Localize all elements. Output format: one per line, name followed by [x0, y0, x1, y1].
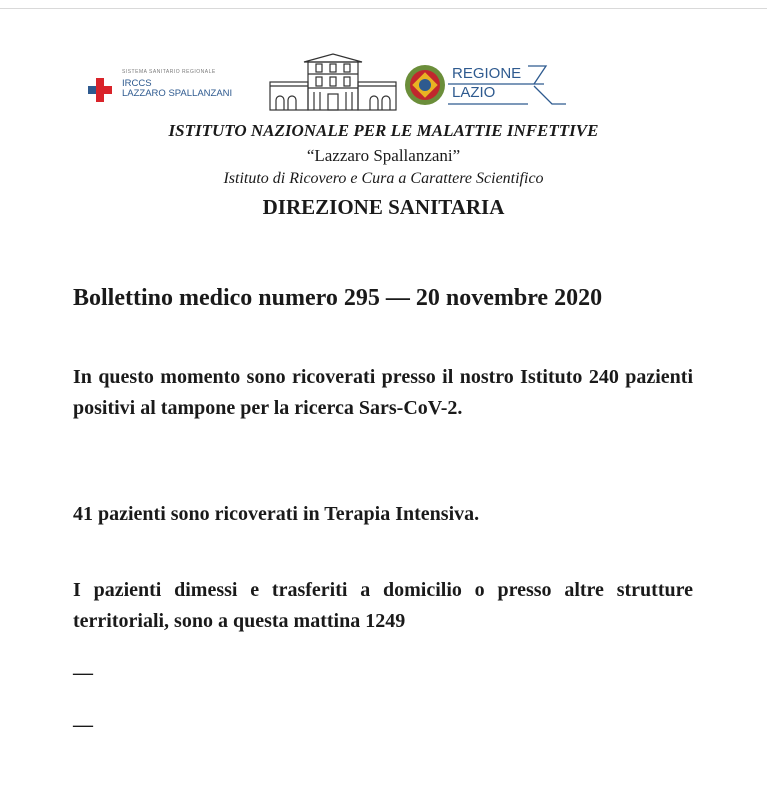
paragraph-intensive-care: 41 pazienti sono ricoverati in Terapia Intensiva. [73, 503, 480, 525]
regione-lazio-text [452, 64, 521, 102]
irccs-system-label: SISTEMA SANITARIO REGIONALE [122, 69, 216, 75]
department-title: DIREZIONE SANITARIA [262, 195, 505, 219]
paragraph-hospitalized: In questo momento sono ricoverati presso il nostro Istituto 240 pazienti positivi al tampone per la ricerca Sars-CoV-2. [73, 366, 693, 419]
institute-subname: “Lazzaro Spallanzani” [306, 146, 461, 165]
irccs-logo [86, 66, 266, 106]
regione-line1: REGIONE [452, 65, 522, 82]
dash-separator: — [73, 662, 93, 684]
irccs-name [122, 79, 232, 99]
irccs-line2: LAZZARO SPALLANZANI [122, 88, 233, 99]
regione-lazio-emblem-icon [404, 64, 446, 106]
top-divider [0, 8, 767, 9]
paragraph-discharged: I pazienti dimessi e trasferiti a domicilio o presso altre strutture territoriali, sono a questa mattina 1249 [73, 579, 693, 632]
regione-line2: LAZIO [452, 84, 496, 101]
dash-separator: — [73, 714, 93, 736]
red-cross-icon [86, 76, 114, 104]
institute-name: ISTITUTO NAZIONALE PER LE MALATTIE INFETTIVE [168, 121, 599, 140]
building-icon [268, 52, 398, 112]
irccs-line1: IRCCS [122, 78, 152, 89]
institute-subtitle: Istituto di Ricovero e Cura a Carattere Scientifico [223, 170, 544, 187]
bulletin-title: Bollettino medico numero 295 — 20 novembre 2020 [73, 285, 603, 311]
